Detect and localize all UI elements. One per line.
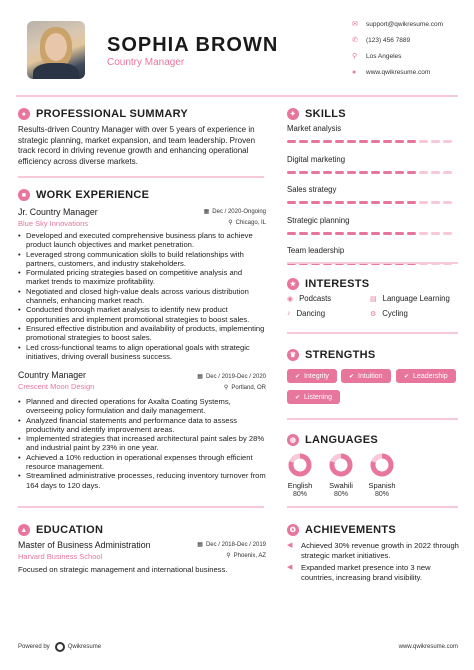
- strengths-divider: [287, 418, 458, 420]
- website-icon: ●: [352, 68, 357, 76]
- skill-level-dot: [311, 232, 320, 235]
- lightbulb-icon: ✦: [287, 108, 299, 120]
- skill-level-bar: [287, 171, 452, 174]
- pin-icon: ⚲: [228, 220, 233, 226]
- contact-email[interactable]: ✉ support@qwikresume.com: [352, 20, 444, 28]
- strength-pill: ✔ Intuition: [341, 369, 391, 383]
- skill-level-dot: [347, 140, 356, 143]
- school-name: Harvard Business School: [18, 552, 103, 561]
- skill-level-dot: [371, 171, 380, 174]
- book-icon: ▤: [370, 295, 377, 303]
- skill-level-dot: [323, 171, 332, 174]
- job-company: Crescent Moon Design: [18, 382, 95, 391]
- language-level: 80%: [333, 491, 348, 498]
- job-dates: ▦ Dec / 2020-Ongoing: [203, 209, 266, 215]
- job-company: Blue Sky Innovations: [18, 219, 89, 228]
- skill-level-dot: [311, 140, 320, 143]
- skill-level-dot: [335, 140, 344, 143]
- check-icon: ✔: [349, 373, 355, 380]
- skill-level-dot: [371, 140, 380, 143]
- skill-level-dot: [443, 171, 452, 174]
- graduation-cap-icon: ▲: [18, 524, 30, 536]
- skill-level-dot: [443, 201, 452, 204]
- megaphone-icon: ◀: [287, 564, 293, 571]
- summary-divider: [18, 176, 264, 178]
- podcast-icon: ◉: [287, 295, 294, 303]
- achievements-heading: ✪ ACHIEVEMENTS: [287, 524, 396, 536]
- summary-text: Results-driven Country Manager with over 5 years of experience in strategic planning, market expansion, and team leadership. Proven track record in driving revenue growth and enhancing operational efficiency across diverse markets.: [18, 125, 256, 166]
- skill-level-dot: [383, 201, 392, 204]
- skill-level-dot: [299, 171, 308, 174]
- list-item: • Negotiated and closed high-value deals across various distribution channels, enhancing market reach.: [18, 287, 266, 306]
- achievement-item: ◀ Expanded market presence into 3 new countries, increasing brand visibility.: [287, 563, 431, 582]
- job-dates: ▦ Dec / 2019-Dec / 2020: [197, 374, 266, 380]
- star-icon: ★: [287, 278, 299, 290]
- skill-level-dot: [347, 232, 356, 235]
- interests-heading: ★ INTERESTS: [287, 278, 369, 290]
- language-name: Spanish: [368, 481, 396, 490]
- contact-website[interactable]: ● www.qwikresume.com: [352, 68, 431, 76]
- candidate-name: SOPHIA BROWN: [107, 34, 279, 56]
- language-level-ring: [328, 452, 354, 478]
- skill-level-dot: [287, 171, 296, 174]
- skill-name: Strategic planning: [287, 215, 350, 225]
- experience-heading: ■ WORK EXPERIENCE: [18, 189, 149, 201]
- list-item: • Developed and executed comprehensive business plans to achieve product launch objectives and market penetration.: [18, 231, 266, 250]
- strength-pill: ✔ Integrity: [287, 369, 337, 383]
- list-item: • Streamlined administrative processes, reducing inventory turnover from 164 days to 120 days.: [18, 471, 266, 490]
- footer: [18, 640, 458, 654]
- skills-heading: ✦ SKILLS: [287, 108, 346, 120]
- interest-item: ▤ Language Learning: [370, 294, 450, 303]
- skill-level-dot: [431, 171, 440, 174]
- skill-level-bar: [287, 201, 452, 204]
- footer-powered-by: Powered by Qwikresume: [18, 644, 102, 650]
- education-dates: ▦ Dec / 2018-Dec / 2019: [197, 542, 266, 548]
- skill-level-dot: [347, 171, 356, 174]
- skill-level-dot: [443, 140, 452, 143]
- globe-icon: ◍: [287, 434, 299, 446]
- skill-level-dot: [323, 140, 332, 143]
- check-icon: ✔: [404, 373, 410, 380]
- qwikresume-logo-icon: [55, 642, 65, 652]
- candidate-title: Country Manager: [107, 57, 185, 68]
- skill-level-dot: [371, 201, 380, 204]
- skill-level-dot: [431, 140, 440, 143]
- skill-level-dot: [287, 201, 296, 204]
- job-location: ⚲ Portland, OR: [223, 385, 266, 391]
- skill-name: Digital marketing: [287, 154, 346, 164]
- skill-level-dot: [287, 140, 296, 143]
- calendar-icon: ▦: [197, 542, 203, 548]
- skill-level-bar: [287, 140, 452, 143]
- language-item: [321, 452, 361, 498]
- language-item: [362, 452, 402, 498]
- skill-level-dot: [395, 171, 404, 174]
- skill-level-dot: [323, 201, 332, 204]
- education-heading: ▲ EDUCATION: [18, 524, 103, 536]
- job-title: Jr. Country Manager: [18, 207, 98, 217]
- skill-level-dot: [359, 171, 368, 174]
- skill-level-dot: [407, 140, 416, 143]
- calendar-icon: ▦: [203, 209, 210, 215]
- education-text: Focused on strategic management and international business.: [18, 565, 228, 574]
- check-icon: ✔: [295, 373, 301, 380]
- check-icon: ✔: [295, 394, 301, 401]
- experience-divider: [18, 506, 264, 508]
- header-divider: [16, 95, 458, 97]
- skill-level-dot: [323, 232, 332, 235]
- skill-level-dot: [335, 171, 344, 174]
- skill-level-dot: [299, 232, 308, 235]
- achievement-item: ◀ Achieved 30% revenue growth in 2022 through strategic market initiatives.: [287, 541, 459, 560]
- skill-level-dot: [311, 201, 320, 204]
- education-location: ⚲ Phoenix, AZ: [226, 553, 266, 559]
- list-item: • Led cross-functional teams to align operational goals with strategic initiatives, driving overall business success.: [18, 343, 266, 362]
- skill-level-dot: [299, 201, 308, 204]
- skill-level-bar: [287, 232, 452, 235]
- user-icon: ●: [18, 108, 30, 120]
- language-level: 80%: [292, 491, 307, 498]
- briefcase-icon: ■: [18, 189, 30, 201]
- job-location: ⚲ Chicago, IL: [228, 220, 266, 226]
- skill-level-dot: [395, 201, 404, 204]
- megaphone-icon: ◀: [287, 542, 293, 549]
- skill-level-dot: [395, 140, 404, 143]
- phone-icon: ✆: [352, 37, 358, 44]
- skill-level-dot: [359, 201, 368, 204]
- job-bullets: [18, 231, 266, 361]
- strength-pill: ✔ Listening: [287, 390, 340, 404]
- medal-icon: ✪: [287, 524, 299, 536]
- contact-phone[interactable]: ✆ (123) 456 7889: [352, 36, 411, 44]
- language-level-ring: [369, 452, 395, 478]
- calendar-icon: ▦: [197, 374, 203, 380]
- interest-item: ♪ Dancing: [287, 309, 326, 318]
- pin-icon: ⚲: [226, 553, 231, 559]
- degree-title: Master of Business Administration: [18, 540, 151, 550]
- interests-divider: [287, 332, 458, 334]
- skill-name: Team leadership: [287, 246, 345, 255]
- skill-level-dot: [335, 201, 344, 204]
- skill-level-dot: [299, 140, 308, 143]
- skill-level-dot: [407, 201, 416, 204]
- skill-level-dot: [359, 232, 368, 235]
- interest-item: ◉ Podcasts: [287, 294, 332, 303]
- skill-level-dot: [419, 140, 428, 143]
- languages-divider: [287, 506, 458, 508]
- skill-level-dot: [431, 201, 440, 204]
- skill-name: Sales strategy: [287, 185, 337, 194]
- language-item: [280, 452, 320, 498]
- skills-divider: [287, 262, 458, 264]
- footer-site-link[interactable]: www.qwikresume.com: [398, 644, 458, 650]
- skill-level-dot: [311, 171, 320, 174]
- language-level-ring: [287, 452, 313, 478]
- pin-icon: ⚲: [223, 385, 229, 391]
- skill-level-dot: [419, 171, 428, 174]
- skill-level-dot: [407, 171, 416, 174]
- list-item: • Implemented strategies that increased architectural paint sales by 28% and industrial paint by 23% in one year.: [18, 434, 266, 453]
- skill-level-dot: [443, 232, 452, 235]
- skill-name: Market analysis: [287, 124, 342, 133]
- language-level: 80%: [374, 491, 389, 498]
- email-icon: ✉: [352, 21, 358, 28]
- list-item: • Ensured effective distribution and availability of products, implementing promotional strategies to boost sales.: [18, 324, 266, 343]
- language-name: Swahili: [329, 481, 353, 490]
- skill-level-dot: [431, 232, 440, 235]
- cycling-icon: ⚙: [370, 310, 377, 318]
- skill-level-dot: [407, 232, 416, 235]
- skill-level-dot: [419, 232, 428, 235]
- language-name: English: [287, 481, 313, 490]
- languages-heading: ◍ LANGUAGES: [287, 434, 378, 446]
- summary-heading: ● PROFESSIONAL SUMMARY: [18, 108, 188, 120]
- job-bullets: [18, 397, 266, 490]
- skill-level-dot: [383, 140, 392, 143]
- profile-photo: [27, 21, 85, 79]
- list-item: • Analyzed financial statements and performance data to assess productivity and identify improvement areas.: [18, 416, 266, 435]
- skill-level-dot: [287, 232, 296, 235]
- contact-list: [352, 16, 443, 80]
- list-item: • Conducted thorough market analysis to identify new product opportunities and implement promotional strategies to boost sales.: [18, 305, 266, 324]
- skill-level-dot: [395, 232, 404, 235]
- strengths-heading: ♛ STRENGTHS: [287, 349, 376, 361]
- dance-icon: ♪: [287, 310, 291, 317]
- resume-header: [0, 0, 474, 92]
- skill-level-dot: [419, 201, 428, 204]
- interest-item: ⚙ Cycling: [370, 309, 408, 318]
- location-icon: ⚲: [352, 53, 358, 60]
- list-item: • Leveraged strong communication skills to build relationships with partners, customers, and industry stakeholders.: [18, 250, 266, 269]
- skill-level-dot: [335, 232, 344, 235]
- job-title: Country Manager: [18, 370, 86, 380]
- list-item: • Planned and directed operations for Axalta Coating Systems, overseeing policy formulation and daily management.: [18, 397, 266, 416]
- skill-level-dot: [383, 171, 392, 174]
- contact-location: ⚲ Los Angeles: [352, 52, 402, 60]
- skill-level-dot: [359, 140, 368, 143]
- skill-level-dot: [383, 232, 392, 235]
- skill-level-dot: [371, 232, 380, 235]
- list-item: • Achieved a 10% reduction in operational expenses through efficient resource management.: [18, 453, 266, 472]
- strength-pill: ✔ Leadership: [396, 369, 456, 383]
- list-item: • Formulated pricing strategies based on competitive analysis and market trends to maximize profitability.: [18, 268, 266, 287]
- skill-level-dot: [347, 201, 356, 204]
- trophy-icon: ♛: [287, 349, 299, 361]
